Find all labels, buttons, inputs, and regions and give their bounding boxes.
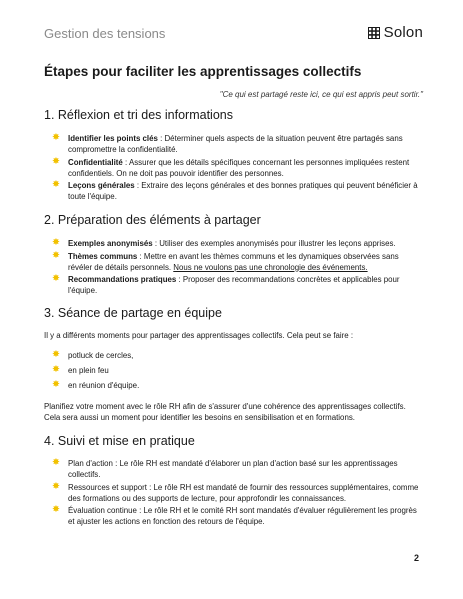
item-text: : Utiliser des exemples anonymisés pour illustrer les leçons apprises. bbox=[152, 239, 396, 248]
item-text: : Proposer des recommandations concrètes et applicables pour l'équipe. bbox=[68, 275, 400, 295]
star-bullet-icon: ✸ bbox=[52, 349, 60, 360]
solon-grid-logo-icon bbox=[368, 27, 380, 39]
star-bullet-icon: ✸ bbox=[52, 249, 60, 261]
page-title: Étapes pour faciliter les apprentissages collectifs bbox=[44, 64, 362, 79]
item-term: Recommandations pratiques bbox=[68, 275, 177, 284]
list-item bbox=[44, 505, 423, 527]
item-underlined-text: Nous ne voulons pas une chronologie des événements. bbox=[173, 262, 368, 272]
section-list bbox=[44, 350, 423, 391]
list-item bbox=[44, 365, 423, 376]
section-heading: 3. Séance de partage en équipe bbox=[44, 306, 222, 320]
section-list bbox=[44, 458, 423, 527]
star-bullet-icon: ✸ bbox=[52, 504, 60, 515]
star-bullet-icon: ✸ bbox=[52, 237, 60, 248]
list-item bbox=[44, 180, 423, 202]
item-text: potluck de cercles, bbox=[68, 351, 134, 360]
brand-name: Solon bbox=[383, 24, 423, 41]
star-bullet-icon: ✸ bbox=[52, 379, 60, 390]
star-bullet-icon: ✸ bbox=[52, 273, 60, 284]
list-item bbox=[44, 133, 423, 155]
item-term: Exemples anonymisés bbox=[68, 239, 153, 248]
item-term: Thèmes communs bbox=[68, 251, 138, 261]
item-text: Ressources et support : Le rôle RH est mandaté de fournir des ressources supplémentaires, comme des formations ou des supports de lecture, pour approfondir les connaissances. bbox=[68, 482, 419, 503]
item-text: en réunion d'équipe. bbox=[68, 381, 140, 390]
star-bullet-icon: ✸ bbox=[52, 132, 60, 143]
section-heading: 1. Réflexion et tri des informations bbox=[44, 108, 233, 122]
list-item bbox=[44, 482, 423, 504]
section-list bbox=[44, 238, 423, 296]
brand-logo bbox=[368, 24, 423, 41]
section-intro: Il y a différents moments pour partager des apprentissages collectifs. Cela peut se faire : bbox=[44, 331, 354, 340]
item-text: Plan d'action : Le rôle RH est mandaté d'élaborer un plan d'action basé sur les apprentissages collectifs. bbox=[68, 459, 398, 479]
list-item bbox=[44, 380, 423, 391]
list-item bbox=[44, 157, 423, 179]
item-term: Leçons générales bbox=[68, 181, 135, 190]
item-text: : Déterminer quels aspects de la situation peuvent être partagés sans compromettre la confidentialité. bbox=[68, 134, 403, 154]
section-outro: Planifiez votre moment avec le rôle RH afin de s'assurer d'une cohérence des apprentissages collectifs. Cela sera aussi un moment pour identifier les besoins en sensibilisation et en formations. bbox=[44, 402, 406, 422]
star-bullet-icon: ✸ bbox=[52, 364, 60, 375]
item-text: : Extraire des leçons générales et des bonnes pratiques qui peuvent bénéficier à toute l'équipe. bbox=[68, 181, 418, 201]
document-content bbox=[44, 64, 423, 529]
star-bullet-icon: ✸ bbox=[52, 179, 60, 190]
item-term: Confidentialité bbox=[68, 157, 123, 167]
item-text: : Assurer que les détails spécifiques concernant les personnes impliquées restent confidentiels. On ne doit pas pouvoir identifier des personnes. bbox=[68, 157, 410, 178]
list-item bbox=[44, 350, 423, 361]
star-bullet-icon: ✸ bbox=[52, 480, 60, 492]
page-number: 2 bbox=[413, 553, 419, 563]
item-text: en plein feu bbox=[68, 366, 109, 375]
quote: "Ce qui est partagé reste ici, ce qui est appris peut sortir." bbox=[219, 90, 423, 99]
page-header bbox=[44, 24, 423, 44]
section-heading: 4. Suivi et mise en pratique bbox=[44, 434, 195, 448]
section-heading: 2. Préparation des éléments à partager bbox=[44, 213, 261, 227]
list-item bbox=[44, 274, 423, 296]
item-text: : Mettre en avant les thèmes communs et les dynamiques observées sans révéler de détails personnels. bbox=[68, 251, 399, 272]
list-item bbox=[44, 458, 423, 480]
star-bullet-icon: ✸ bbox=[52, 457, 60, 468]
item-text: Évaluation continue : Le rôle RH et le comité RH sont mandatés d'évaluer régulièrement les progrès et ajuster les actions en fonction des retours de l'équipe. bbox=[68, 506, 417, 526]
list-item bbox=[44, 238, 423, 249]
list-item bbox=[44, 251, 423, 273]
section-list bbox=[44, 133, 423, 202]
header-title: Gestion des tensions bbox=[44, 26, 166, 41]
star-bullet-icon: ✸ bbox=[52, 155, 60, 167]
item-term: Identifier les points clés bbox=[68, 134, 158, 143]
